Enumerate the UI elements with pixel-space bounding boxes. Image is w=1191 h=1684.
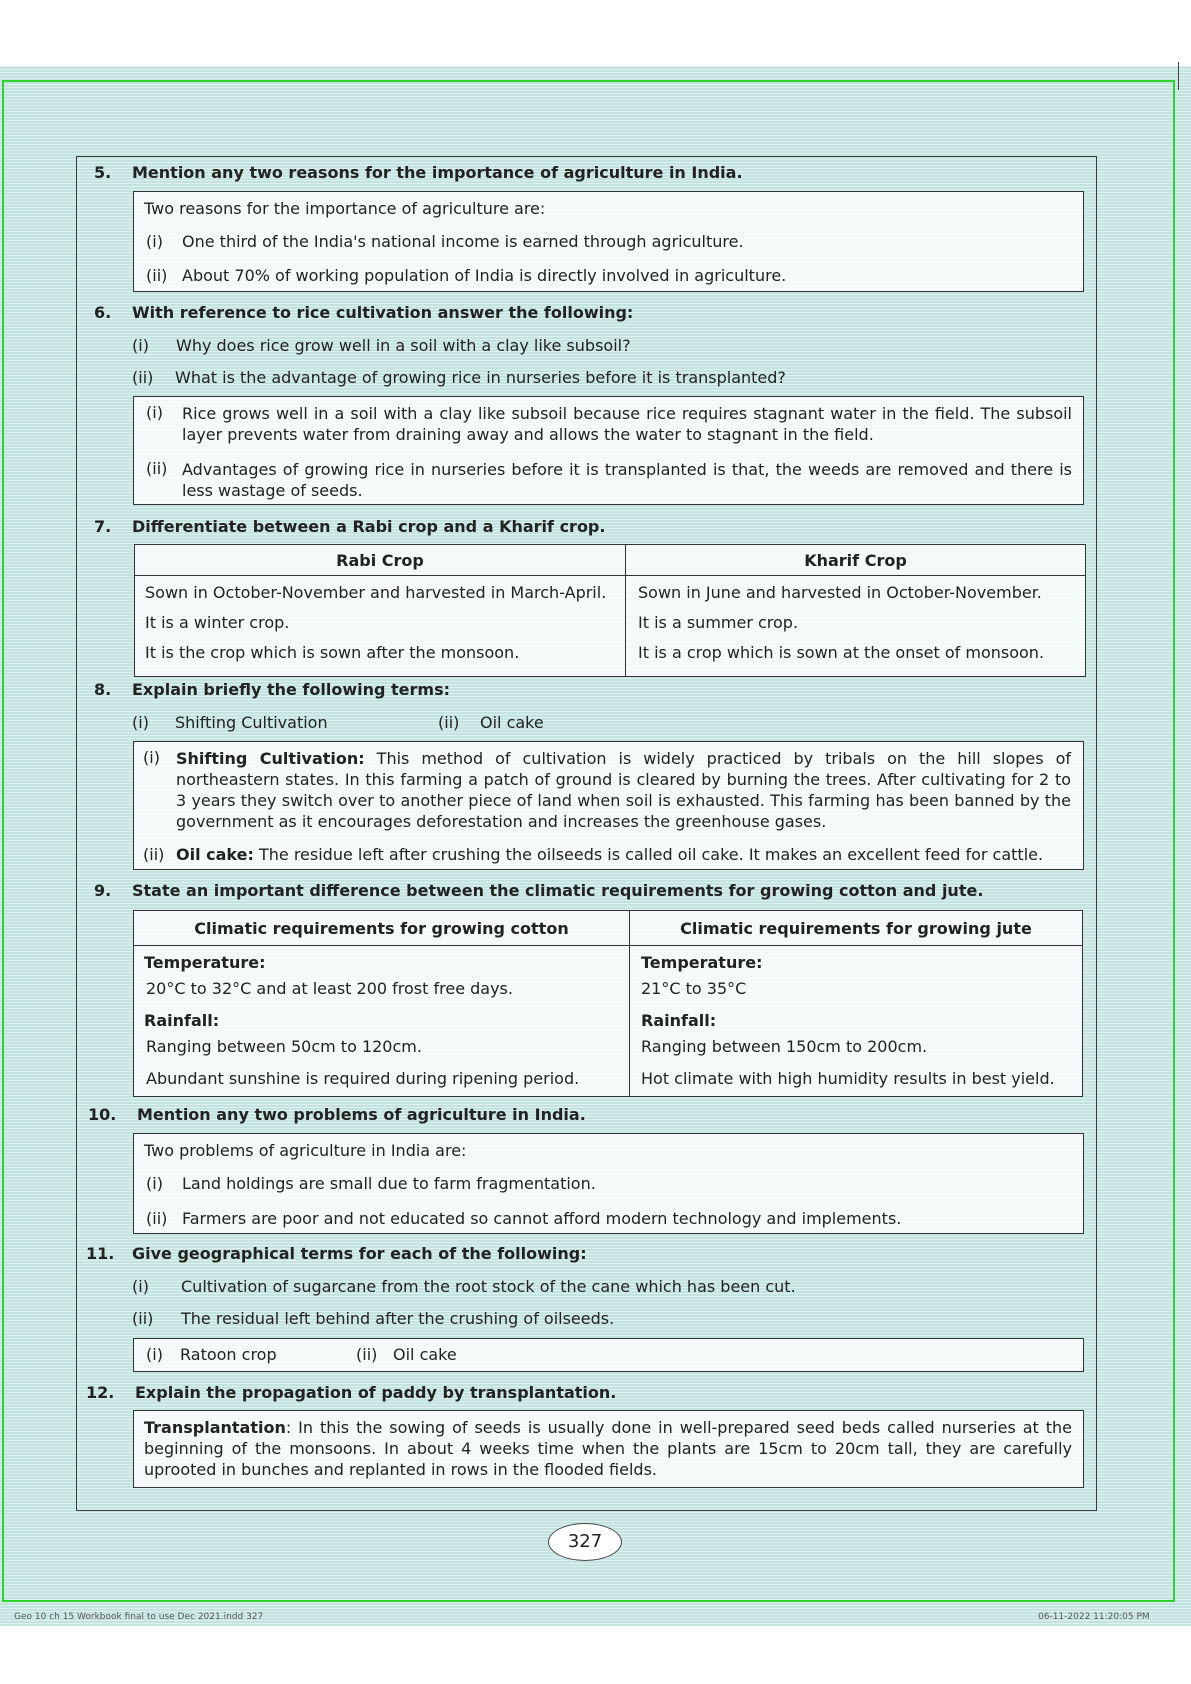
kharif-column [626,576,1086,677]
point-label: (ii) [146,266,168,285]
question-text: With reference to rice cultivation answer the following: [132,303,634,322]
footer-timestamp: 06-11-2022 11:20:05 PM [1038,1612,1150,1620]
rainfall-value: Ranging between 150cm to 200cm. [641,1037,928,1056]
temperature-label: Temperature: [641,953,763,972]
table-cell: It is the crop which is sown after the monsoon. [145,643,520,662]
answer-term: Shifting Cultivation: [176,749,365,768]
point-text: Land holdings are small due to farm fragmentation. [182,1174,596,1193]
table-header-row [135,545,1086,576]
cotton-column [134,946,630,1097]
subpart-text: What is the advantage of growing rice in nurseries before it is transplanted? [175,368,786,387]
question-text: Explain briefly the following terms: [132,680,451,699]
point-text: One third of the India's national income is earned through agriculture. [182,232,744,251]
subpart-text: Oil cake [480,713,544,732]
table-cell: Sown in October-November and harvested in March-April. [145,583,607,602]
answer-text: Oil cake [393,1345,457,1364]
question-text: State an important difference between the climatic requirements for growing cotton and jute. [132,881,984,900]
question-text: Mention any two problems of agriculture in India. [137,1105,586,1124]
subpart-label: (ii) [438,713,460,732]
question-text: Explain the propagation of paddy by transplantation. [135,1383,617,1402]
footer-file-slug: Geo 10 ch 15 Workbook final to use Dec 2021.indd 327 [14,1612,264,1620]
question-number: 12. [86,1383,115,1402]
rabi-column [135,576,626,677]
subpart-label: (i) [132,1277,149,1296]
subpart-text: Why does rice grow well in a soil with a clay like subsoil? [176,336,631,355]
answer-paragraph [144,1417,1072,1480]
answer-box [133,741,1084,870]
answer-label: (i) [146,403,163,422]
temperature-value: 20°C to 32°C and at least 200 frost free days. [146,979,513,998]
answer-box [133,396,1084,505]
subpart-text: Shifting Cultivation [175,713,328,732]
answer-label: (ii) [356,1345,378,1364]
crop-comparison-table [134,544,1086,677]
answer-term: Oil cake: [176,845,254,864]
temperature-label: Temperature: [144,953,266,972]
subpart-label: (i) [132,336,149,355]
answer-label: (ii) [143,845,165,864]
answer-box [133,191,1084,292]
answer-term: Transplantation [144,1418,286,1437]
answer-box [133,1410,1084,1488]
table-header: Kharif Crop [626,545,1086,576]
crop-mark [1178,62,1179,90]
point-text: About 70% of working population of India is directly involved in agriculture. [182,266,787,285]
rainfall-value: Ranging between 50cm to 120cm. [146,1037,422,1056]
answer-intro: Two reasons for the importance of agriculture are: [144,199,546,218]
answer-text: Ratoon crop [180,1345,277,1364]
rainfall-label: Rainfall: [641,1011,717,1030]
point-label: (i) [146,232,163,251]
question-number: 10. [88,1105,117,1124]
table-header: Rabi Crop [135,545,626,576]
table-cell: It is a crop which is sown at the onset of monsoon. [638,643,1045,662]
point-label: (i) [146,1174,163,1193]
question-text: Mention any two reasons for the importance of agriculture in India. [132,163,743,182]
answer-paragraph [176,845,1043,865]
point-label: (ii) [146,1209,168,1228]
table-row [135,576,1086,677]
subpart-text: Cultivation of sugarcane from the root stock of the cane which has been cut. [181,1277,796,1296]
table-cell: Sown in June and harvested in October-November. [638,583,1042,602]
extra-requirement: Hot climate with high humidity results in best yield. [641,1069,1055,1088]
subpart-label: (ii) [132,1309,154,1328]
climate-comparison-table [133,910,1083,1097]
subpart-label: (ii) [132,368,154,387]
answer-label: (ii) [146,459,168,478]
table-cell: It is a winter crop. [145,613,290,632]
answer-label: (i) [146,1345,163,1364]
question-number: 5. [94,163,112,182]
question-text: Give geographical terms for each of the following: [132,1244,587,1263]
answer-intro: Two problems of agriculture in India are: [144,1141,467,1160]
answer-text: Rice grows well in a soil with a clay like subsoil because rice requires stagnant water in the field. The subsoil layer prevents water from draining away and allows the water to stagnant in the field. [182,404,1072,444]
table-header: Climatic requirements for growing jute [630,911,1083,946]
rainfall-label: Rainfall: [144,1011,220,1030]
question-number: 11. [86,1244,115,1263]
question-number: 8. [94,680,112,699]
table-header: Climatic requirements for growing cotton [134,911,630,946]
question-number: 6. [94,303,112,322]
point-text: Farmers are poor and not educated so cannot afford modern technology and implements. [182,1209,902,1228]
table-row [134,946,1083,1097]
question-text: Differentiate between a Rabi crop and a Kharif crop. [132,517,606,536]
subpart-text: The residual left behind after the crushing of oilseeds. [181,1309,615,1328]
temperature-value: 21°C to 35°C [641,979,747,998]
answer-paragraph [176,748,1071,832]
table-cell: It is a summer crop. [638,613,799,632]
answer-box [133,1338,1084,1372]
question-number: 7. [94,517,112,536]
answer-box [133,1133,1084,1234]
question-number: 9. [94,881,112,900]
subpart-label: (i) [132,713,149,732]
extra-requirement: Abundant sunshine is required during ripening period. [146,1069,580,1088]
answer-label: (i) [143,748,160,767]
answer-text: Advantages of growing rice in nurseries before it is transplanted is that, the weeds are removed and there is less wastage of seeds. [182,460,1072,500]
answer-text: This method of cultivation is widely practiced by tribals on the hill slopes of northeastern states. In this farming a patch of ground is cleared by burning the trees. After cultivating for 2 to 3 years they switch over to another piece of land when soil is exhausted. This farming has been banned by the government as it encourages deforestation and increases the greenhouse gases. [176,749,1072,831]
answer-text: The residue left after crushing the oilseeds is called oil cake. It makes an excellent feed for cattle. [258,845,1044,864]
page-number: 327 [548,1523,622,1561]
jute-column [630,946,1083,1097]
table-header-row [134,911,1083,946]
answer-text: : In this the sowing of seeds is usually done in well-prepared seed beds called nurseries at the beginning of the monsoons. In about 4 weeks time when the plants are 15cm to 20cm tall, they are carefully uprooted in bunches and replanted in rows in the flooded fields. [144,1418,1072,1479]
